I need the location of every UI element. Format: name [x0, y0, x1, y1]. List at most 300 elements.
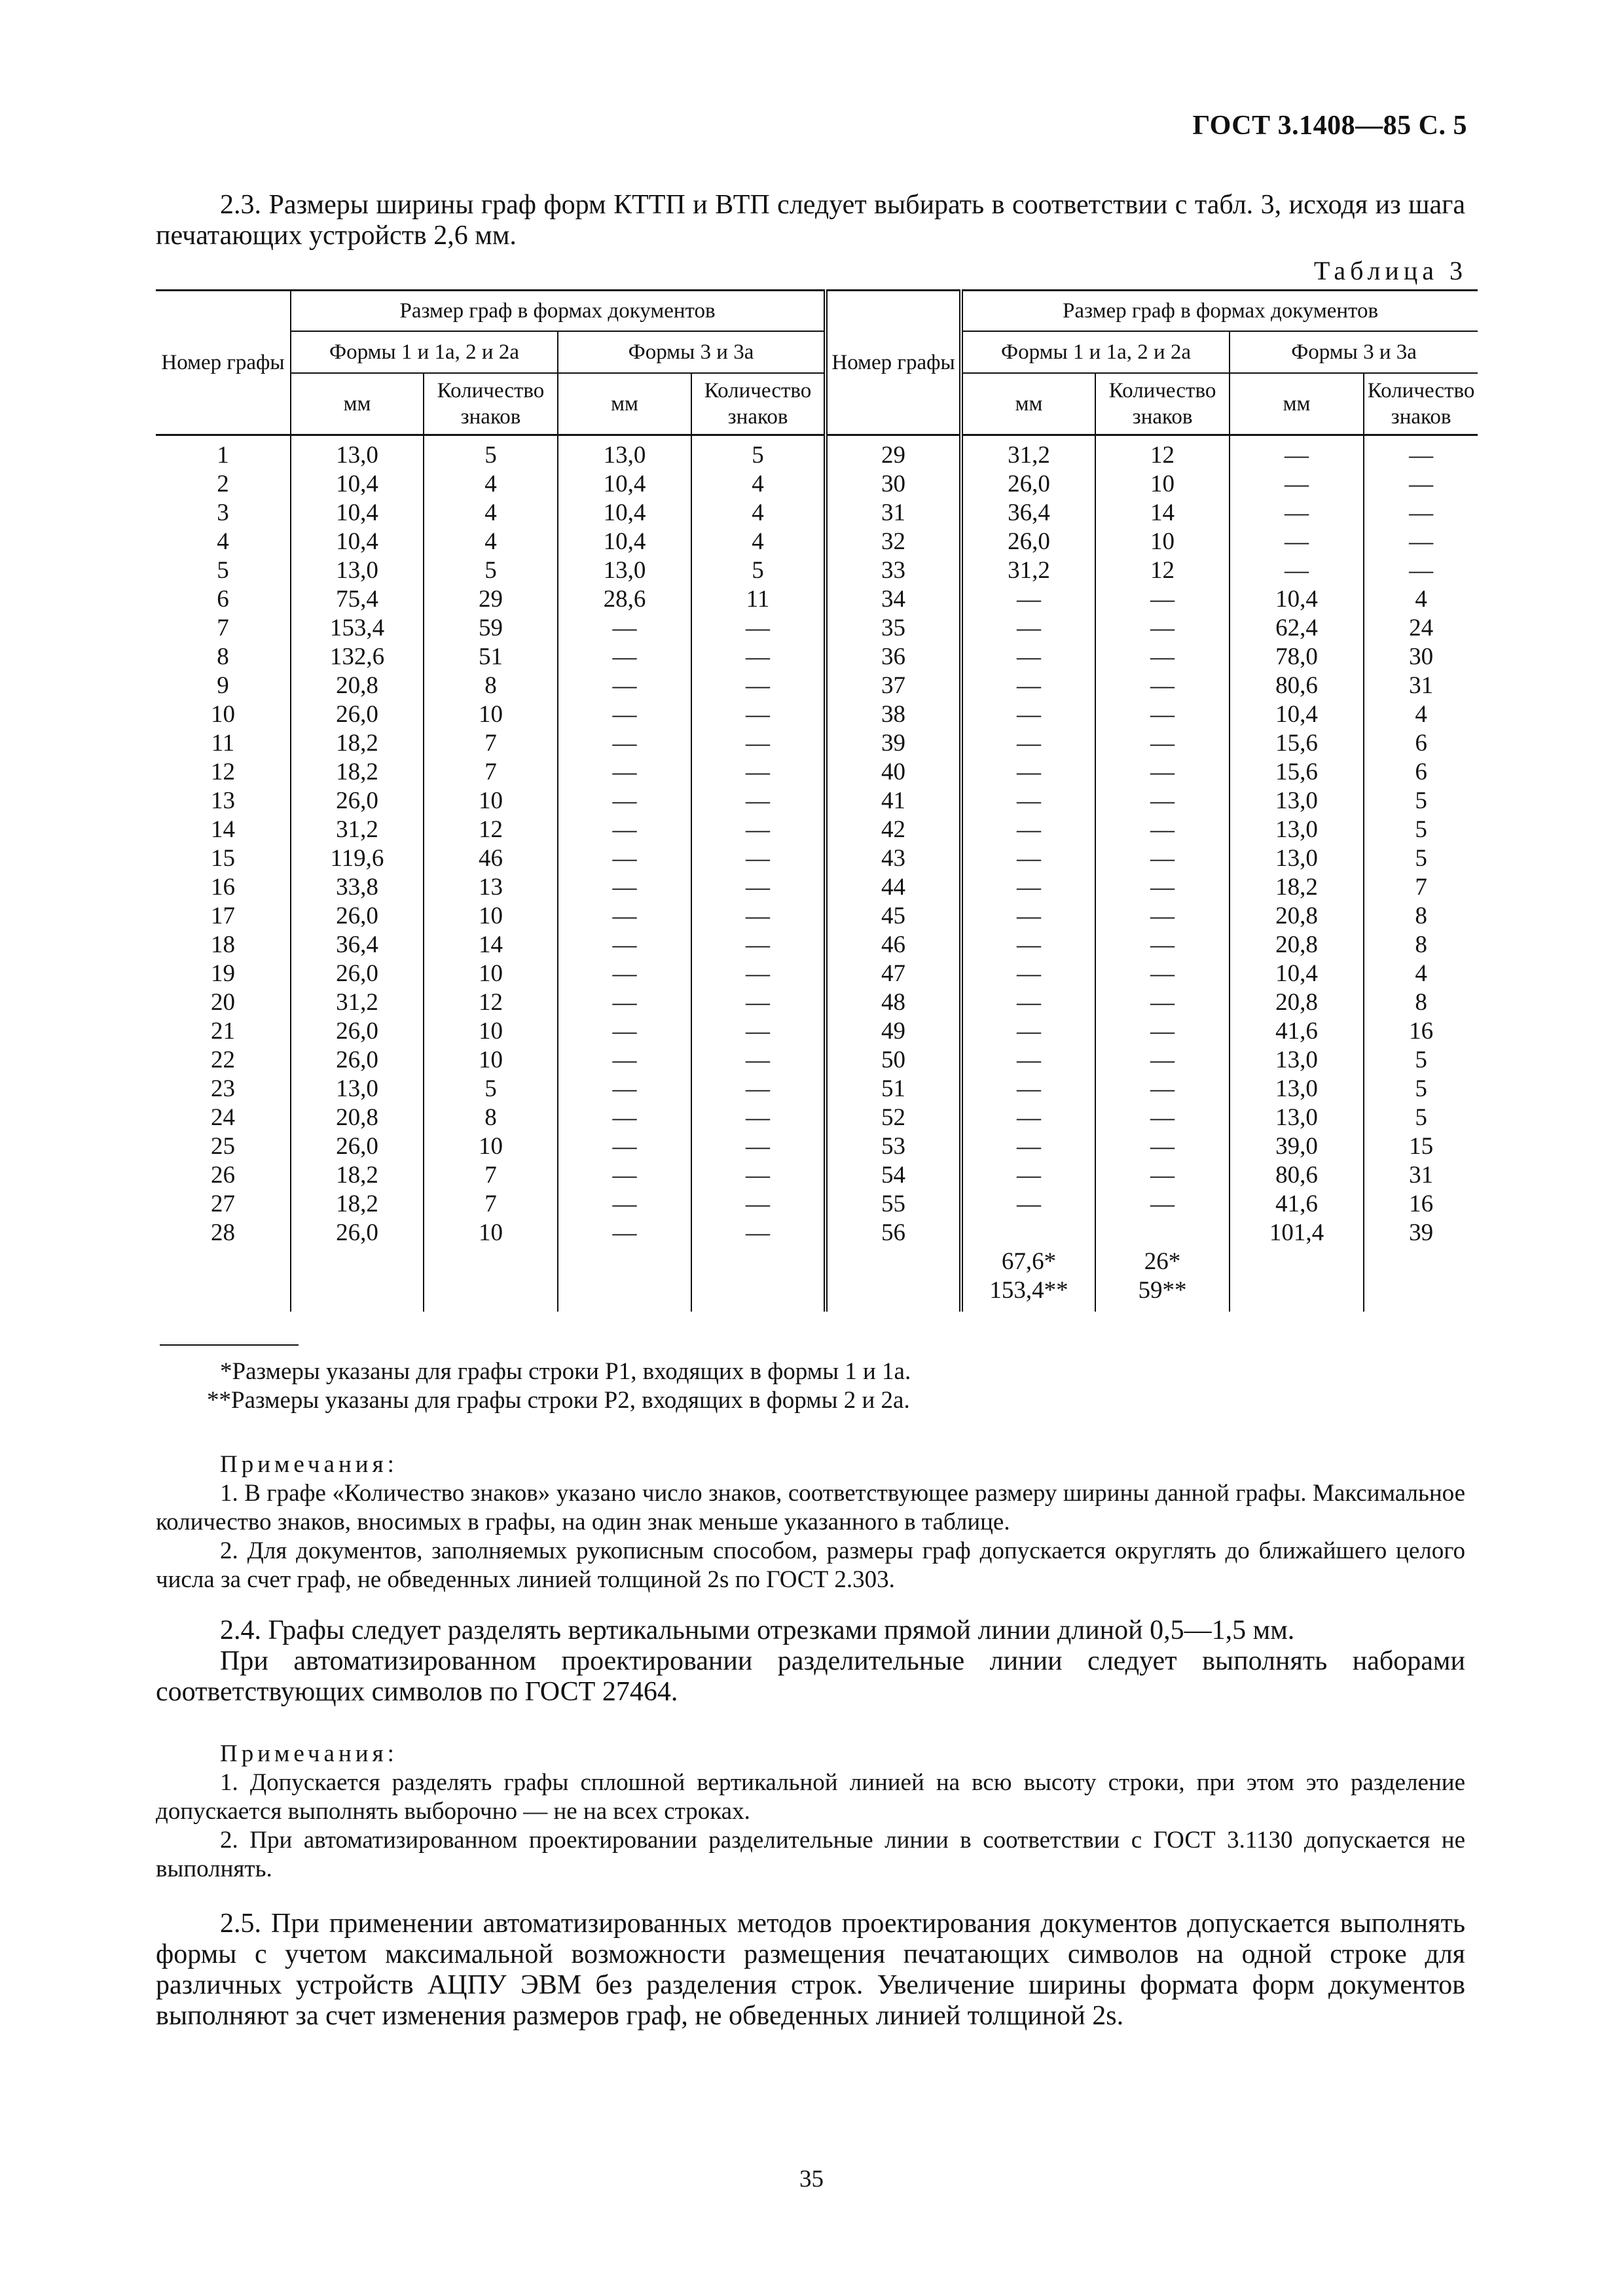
table-cell: 46: [424, 844, 558, 873]
page-header: ГОСТ 3.1408—85 С. 5: [1192, 111, 1467, 141]
table-cell: 5: [1364, 1103, 1478, 1132]
table-cell: 42: [826, 816, 961, 844]
table-row: [156, 1046, 1478, 1075]
table-cell: —: [558, 844, 691, 873]
table-cell: 54: [826, 1161, 961, 1190]
table-cell: 31,2: [961, 435, 1095, 471]
table-cell: 16: [1364, 1017, 1478, 1046]
table-cell: 13,0: [1230, 1046, 1364, 1075]
header-mm: мм: [1230, 373, 1364, 435]
table-cell: 4: [691, 470, 826, 499]
table-cell: 25: [211, 1133, 235, 1160]
table-cell: —: [961, 1075, 1095, 1103]
table-cell: —: [691, 758, 826, 787]
header-count: Количество знаков: [424, 373, 558, 435]
table-cell: 10,4: [1230, 700, 1364, 729]
table-cell: 33,8: [291, 873, 424, 902]
table-cell: 10: [424, 1046, 558, 1075]
table-row: [156, 988, 1478, 1017]
table-cell: —: [558, 700, 691, 729]
table-cell: 8: [424, 672, 558, 700]
table-cell: 8: [1364, 931, 1478, 960]
table-cell: —: [558, 960, 691, 988]
table-cell: 26,0: [961, 528, 1095, 556]
table-row: [156, 528, 1478, 556]
table-cell: 10,4: [291, 528, 424, 556]
table-cell: 4: [691, 499, 826, 528]
table-cell: —: [691, 1046, 826, 1075]
table-3: [156, 289, 1478, 1312]
table-cell: [291, 1247, 424, 1312]
table-cell: —: [558, 1075, 691, 1103]
table-cell: 10: [424, 960, 558, 988]
table-cell: 10,4: [558, 499, 691, 528]
header-group-right: Размер граф в формах документов: [961, 291, 1478, 332]
table-row: [156, 1132, 1478, 1161]
section-paragraph: При автоматизированном проектировании разделительные линии следует выполнять наборами соответствующих символов по ГОСТ 27464.: [156, 1646, 1465, 1707]
table-cell: 4: [424, 528, 558, 556]
table-cell: —: [558, 1219, 691, 1247]
table-cell: 5: [424, 556, 558, 585]
table-row: [156, 1161, 1478, 1190]
table-cell: —: [1230, 435, 1364, 471]
table-cell: —: [691, 1219, 826, 1247]
table-cell: —: [1095, 614, 1230, 643]
table-cell: 4: [424, 499, 558, 528]
table-cell: 4: [424, 470, 558, 499]
table-cell: —: [558, 672, 691, 700]
table-cell: 7: [424, 729, 558, 758]
table-cell: —: [558, 758, 691, 787]
table-cell: —: [961, 960, 1095, 988]
table-cell: —: [1230, 499, 1364, 528]
table-cell: 4: [691, 528, 826, 556]
table-cell: 9: [217, 672, 229, 699]
table-cell: —: [558, 729, 691, 758]
table-cell: 7: [217, 615, 229, 641]
table-cell: —: [961, 585, 1095, 614]
table-cell: —: [1095, 1046, 1230, 1075]
table-cell: —: [961, 729, 1095, 758]
table-cell: 78,0: [1230, 643, 1364, 672]
table-cell: —: [961, 787, 1095, 816]
table-cell: 5: [217, 557, 229, 584]
table-cell: 31,2: [961, 556, 1095, 585]
footnote-rule: [160, 1344, 299, 1346]
table-cell: 50: [826, 1046, 961, 1075]
table-cell: [1095, 1247, 1230, 1312]
table-cell: —: [1095, 1190, 1230, 1219]
table-cell: 10,4: [558, 528, 691, 556]
note-item: 2. Для документов, заполняемых рукописным способом, размеры граф допускается округлять до ближайшего целого числа за счет граф, не обведенных линией толщиной 2s по ГОСТ 2.303.: [156, 1537, 1465, 1593]
table-cell: 10: [1095, 528, 1230, 556]
note-item: 1. Допускается разделять графы сплошной вертикальной линией на всю высоту строки, при этом это разделение допускается выполнять выборочно — не на всех строках.: [156, 1769, 1465, 1825]
table-cell: 13: [211, 787, 235, 814]
header-count: Количество знаков: [1364, 373, 1478, 435]
header-forms-a-right: Формы 1 и 1а, 2 и 2а: [961, 331, 1230, 373]
table-cell: —: [961, 1190, 1095, 1219]
table-cell: 4: [217, 528, 229, 555]
table-cell: —: [1095, 729, 1230, 758]
table-cell: 2: [217, 471, 229, 497]
table-cell: —: [691, 931, 826, 960]
table-cell: 13,0: [291, 556, 424, 585]
table-row: [156, 1103, 1478, 1132]
table-cell: —: [961, 816, 1095, 844]
footnoted-value: 59**: [1138, 1277, 1187, 1304]
table-cell: [961, 1247, 1095, 1312]
table-cell: 31: [826, 499, 961, 528]
table-cell: 26,0: [291, 960, 424, 988]
table-cell: 24: [1364, 614, 1478, 643]
table-cell: 20,8: [291, 1103, 424, 1132]
header-mm: мм: [558, 373, 691, 435]
table-row: [156, 816, 1478, 844]
table-cell: 18,2: [1230, 873, 1364, 902]
table-cell: —: [1095, 1161, 1230, 1190]
table-cell: 7: [424, 1190, 558, 1219]
table-cell: —: [1095, 643, 1230, 672]
table-cell: —: [691, 700, 826, 729]
section-paragraph: 2.5. При применении автоматизированных методов проектирования документов допускается выполнять формы с учетом максимальной возможности размещения печатающих символов на одной строке для различных устройств АЦПУ ЭВМ без разделения строк. Увеличение ширины формата форм документов выполняют за счет изменения размеров граф, не обведенных линией толщиной 2s.: [156, 1909, 1465, 2031]
table-cell: 35: [826, 614, 961, 643]
table-cell: 16: [1364, 1190, 1478, 1219]
header-number-left: Номер графы: [156, 291, 291, 435]
table-cell: 13,0: [558, 556, 691, 585]
table-cell: [961, 1219, 1095, 1247]
table-cell: 29: [826, 435, 961, 471]
table-row: [156, 758, 1478, 787]
table-cell: 43: [826, 844, 961, 873]
table-row: [156, 931, 1478, 960]
table-cell: —: [691, 1190, 826, 1219]
table-body: [156, 435, 1478, 1312]
table-cell: 13,0: [291, 1075, 424, 1103]
table-cell: 39: [826, 729, 961, 758]
table-cell: 20,8: [291, 672, 424, 700]
footnoted-value: 67,6*: [1001, 1248, 1057, 1275]
table-cell: 12: [424, 988, 558, 1017]
table-cell: —: [1095, 1075, 1230, 1103]
table-cell: 30: [826, 470, 961, 499]
table-cell: —: [691, 672, 826, 700]
table-row: [156, 672, 1478, 700]
table-cell: —: [1095, 988, 1230, 1017]
header-group-left: Размер граф в формах документов: [291, 291, 826, 332]
table-cell: —: [691, 643, 826, 672]
table-row: [156, 1247, 1478, 1312]
table-cell: 10,4: [291, 499, 424, 528]
table-cell: —: [961, 873, 1095, 902]
table-cell: 5: [1364, 844, 1478, 873]
table-cell: [1364, 1247, 1478, 1312]
table-cell: 13,0: [1230, 844, 1364, 873]
table-cell: 5: [691, 435, 826, 471]
table-cell: —: [691, 902, 826, 931]
table-cell: 31,2: [291, 816, 424, 844]
header-forms-b-right: Формы 3 и 3а: [1230, 331, 1478, 373]
table-cell: 7: [424, 758, 558, 787]
table-cell: 39,0: [1230, 1132, 1364, 1161]
table-cell: —: [961, 1161, 1095, 1190]
table-cell: 4: [1364, 960, 1478, 988]
table-cell: 20,8: [1230, 931, 1364, 960]
table-cell: 10: [424, 902, 558, 931]
table-cell: —: [961, 700, 1095, 729]
table-cell: —: [558, 988, 691, 1017]
notes-1: [156, 1450, 1465, 1594]
table-cell: 26,0: [291, 787, 424, 816]
table-cell: 30: [1364, 643, 1478, 672]
header-count: Количество знаков: [691, 373, 826, 435]
table-cell: 14: [211, 816, 235, 843]
table-cell: 31: [1364, 672, 1478, 700]
table-cell: [1095, 1219, 1230, 1247]
table-cell: 40: [826, 758, 961, 787]
table-cell: 26,0: [291, 1132, 424, 1161]
table-cell: 51: [424, 643, 558, 672]
table-cell: 119,6: [291, 844, 424, 873]
table-cell: 20,8: [1230, 902, 1364, 931]
table-row: [156, 614, 1478, 643]
table-cell: [1230, 1247, 1364, 1312]
table-cell: 11: [211, 730, 235, 757]
table-cell: —: [558, 816, 691, 844]
table-row: [156, 499, 1478, 528]
table-cell: —: [558, 614, 691, 643]
table-row: [156, 1190, 1478, 1219]
table-cell: 49: [826, 1017, 961, 1046]
table-cell: 31: [1364, 1161, 1478, 1190]
table-cell: —: [1095, 758, 1230, 787]
table-cell: 51: [826, 1075, 961, 1103]
table-cell: 56: [826, 1219, 961, 1247]
table-cell: 4: [1364, 585, 1478, 614]
table-cell: 15,6: [1230, 729, 1364, 758]
section-2-4: [156, 1615, 1465, 1708]
table-cell: 59: [424, 614, 558, 643]
table-cell: 13,0: [1230, 1075, 1364, 1103]
table-cell: —: [1095, 1132, 1230, 1161]
table-cell: 5: [424, 435, 558, 471]
table-cell: —: [961, 931, 1095, 960]
table-cell: 27: [211, 1191, 235, 1217]
table-cell: —: [1095, 1017, 1230, 1046]
table-cell: 10: [424, 1017, 558, 1046]
table-cell: 5: [1364, 816, 1478, 844]
table-cell: 34: [826, 585, 961, 614]
table-cell: 52: [826, 1103, 961, 1132]
table-cell: —: [691, 960, 826, 988]
table-cell: 26: [211, 1162, 235, 1189]
table-cell: 1: [217, 442, 229, 469]
table-cell: 13,0: [291, 435, 424, 471]
table-cell: 10: [424, 787, 558, 816]
table-cell: —: [961, 643, 1095, 672]
table-cell: 26,0: [291, 902, 424, 931]
table-cell: 132,6: [291, 643, 424, 672]
table-cell: 33: [826, 556, 961, 585]
section-2-5: [156, 1909, 1465, 2032]
table-cell: —: [1364, 528, 1478, 556]
table-cell: —: [558, 1190, 691, 1219]
table-cell: —: [691, 1132, 826, 1161]
table-cell: 41: [826, 787, 961, 816]
note-item: 1. В графе «Количество знаков» указано число знаков, соответствующее размеру ширины данной графы. Максимальное количество знаков, вносимых в графы, на один знак меньше указанного в таблице.: [156, 1480, 1465, 1535]
table-cell: —: [691, 787, 826, 816]
table-cell: —: [691, 1103, 826, 1132]
table-cell: 26,0: [291, 1046, 424, 1075]
table-cell: 18,2: [291, 758, 424, 787]
table-cell: 13,0: [558, 435, 691, 471]
table-cell: 14: [1095, 499, 1230, 528]
header-mm: мм: [961, 373, 1095, 435]
table-cell: —: [1230, 528, 1364, 556]
table-cell: —: [691, 816, 826, 844]
table-row: [156, 902, 1478, 931]
table-cell: —: [558, 873, 691, 902]
table-cell: 19: [211, 960, 235, 987]
table-cell: —: [961, 988, 1095, 1017]
table-cell: 10: [424, 700, 558, 729]
table-cell: 5: [1364, 1046, 1478, 1075]
table-cell: 18,2: [291, 729, 424, 758]
table-cell: 24: [211, 1104, 235, 1131]
table-cell: 3: [217, 499, 229, 526]
table-cell: —: [1095, 700, 1230, 729]
table-row: [156, 585, 1478, 614]
table-row: [156, 873, 1478, 902]
table-cell: 20,8: [1230, 988, 1364, 1017]
table-cell: 12: [1095, 435, 1230, 471]
table-cell: 20: [211, 989, 235, 1016]
table-cell: —: [961, 1103, 1095, 1132]
table-cell: 18: [211, 931, 235, 958]
table-cell: —: [558, 1017, 691, 1046]
table-cell: 10,4: [558, 470, 691, 499]
table-cell: 18,2: [291, 1161, 424, 1190]
table-cell: 10,4: [1230, 960, 1364, 988]
table-cell: —: [691, 1161, 826, 1190]
table-cell: —: [1095, 902, 1230, 931]
table-cell: —: [961, 1017, 1095, 1046]
table-cell: [156, 1247, 291, 1312]
table-cell: 5: [1364, 787, 1478, 816]
table-cell: 36,4: [291, 931, 424, 960]
footnote: **Размеры указаны для графы строки Р2, входящих в формы 2 и 2а.: [207, 1387, 910, 1414]
table-cell: —: [1095, 672, 1230, 700]
table-cell: —: [691, 1017, 826, 1046]
table-caption: Таблица 3: [1313, 256, 1467, 285]
table-cell: —: [1095, 585, 1230, 614]
table-cell: 10: [424, 1132, 558, 1161]
table-cell: —: [1095, 816, 1230, 844]
table-cell: 28,6: [558, 585, 691, 614]
notes-title: Примечания:: [220, 1740, 398, 1767]
table-cell: 15: [1364, 1132, 1478, 1161]
table-cell: 53: [826, 1132, 961, 1161]
footnoted-value: 26*: [1144, 1248, 1181, 1275]
table-cell: —: [1364, 556, 1478, 585]
table-cell: 29: [424, 585, 558, 614]
table-cell: 47: [826, 960, 961, 988]
header-forms-b-left: Формы 3 и 3а: [558, 331, 826, 373]
table-cell: 28: [211, 1219, 235, 1246]
table-cell: 7: [424, 1161, 558, 1190]
table-cell: 10: [424, 1219, 558, 1247]
table-cell: 80,6: [1230, 672, 1364, 700]
table-cell: 41,6: [1230, 1017, 1364, 1046]
table-cell: 21: [211, 1018, 235, 1045]
note-item: 2. При автоматизированном проектировании разделительные линии в соответствии с ГОСТ 3.1130 допускается не выполнять.: [156, 1827, 1465, 1882]
table-cell: —: [1364, 499, 1478, 528]
table-cell: —: [691, 729, 826, 758]
table-cell: 37: [826, 672, 961, 700]
intro-paragraph: 2.3. Размеры ширины граф форм КТТП и ВТП следует выбирать в соответствии с табл. 3, исходя из шага печатающих устройств 2,6 мм.: [156, 190, 1465, 251]
table-cell: 13: [424, 873, 558, 902]
table-cell: —: [1230, 556, 1364, 585]
table-cell: 8: [424, 1103, 558, 1132]
table-row: [156, 643, 1478, 672]
table-cell: —: [558, 931, 691, 960]
table-cell: 55: [826, 1190, 961, 1219]
table-cell: 11: [691, 585, 826, 614]
table-cell: 80,6: [1230, 1161, 1364, 1190]
table-row: [156, 960, 1478, 988]
table-cell: 12: [424, 816, 558, 844]
footnote: *Размеры указаны для графы строки Р1, входящих в формы 1 и 1а.: [220, 1358, 911, 1385]
table-cell: —: [961, 1046, 1095, 1075]
table-cell: —: [1095, 1103, 1230, 1132]
table-cell: 6: [1364, 758, 1478, 787]
table-cell: [691, 1247, 826, 1312]
table-cell: —: [1095, 844, 1230, 873]
table-cell: 12: [1095, 556, 1230, 585]
table-cell: 22: [211, 1047, 235, 1073]
table-cell: 38: [826, 700, 961, 729]
table-cell: 39: [1364, 1219, 1478, 1247]
table-cell: —: [691, 614, 826, 643]
table-cell: —: [961, 902, 1095, 931]
table-cell: 6: [1364, 729, 1478, 758]
table-cell: —: [961, 758, 1095, 787]
table-cell: —: [691, 1075, 826, 1103]
table-cell: —: [558, 1103, 691, 1132]
table-cell: —: [1230, 470, 1364, 499]
table-cell: 5: [691, 556, 826, 585]
table-cell: 41,6: [1230, 1190, 1364, 1219]
table-cell: —: [1095, 960, 1230, 988]
table-row: [156, 1017, 1478, 1046]
footnotes: [156, 1357, 1465, 1415]
section-paragraph: 2.4. Графы следует разделять вертикальными отрезками прямой линии длиной 0,5—1,5 мм.: [220, 1615, 1295, 1645]
table-cell: 8: [1364, 988, 1478, 1017]
table-cell: —: [558, 787, 691, 816]
table-cell: 15: [211, 845, 235, 872]
table-row: [156, 729, 1478, 758]
table-cell: 48: [826, 988, 961, 1017]
table-cell: —: [1095, 873, 1230, 902]
table-cell: 18,2: [291, 1190, 424, 1219]
intro-paragraph-block: [156, 190, 1465, 251]
notes-2: [156, 1740, 1465, 1884]
table-cell: 4: [1364, 700, 1478, 729]
table-cell: 153,4: [291, 614, 424, 643]
table-row: [156, 1219, 1478, 1247]
table-cell: 26,0: [291, 700, 424, 729]
table-cell: [558, 1247, 691, 1312]
table-row: [156, 1075, 1478, 1103]
